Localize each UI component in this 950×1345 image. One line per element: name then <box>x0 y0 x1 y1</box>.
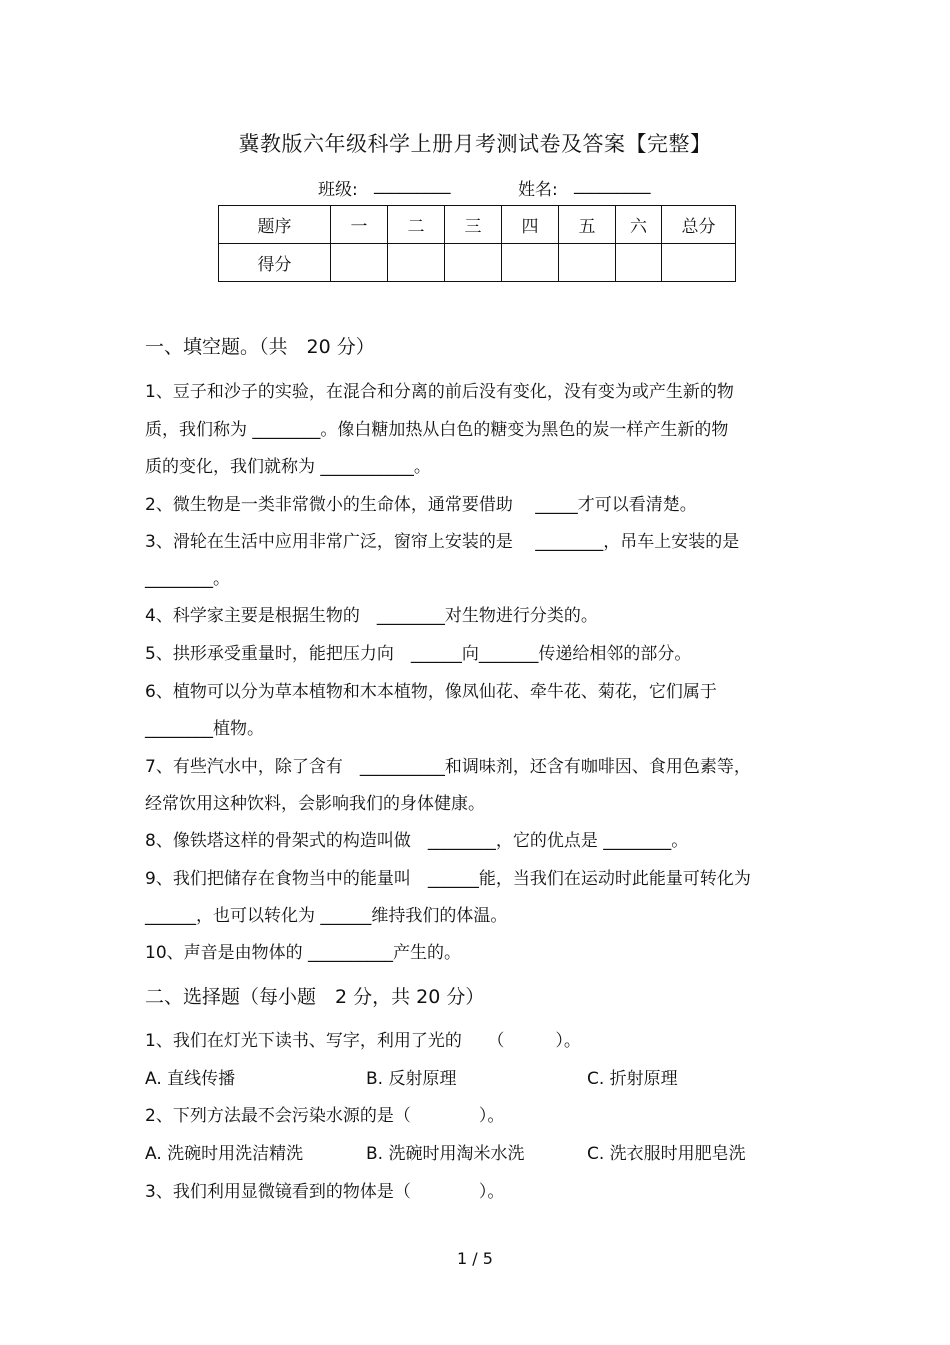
section-heading-multiple-choice: 二、选择题（每小题 2 分，共 20 分） <box>145 986 485 1008</box>
question-line: ________植物。 <box>145 719 264 739</box>
score-table-score-row <box>219 244 736 282</box>
score-cell <box>445 244 502 282</box>
question-line: ______，也可以转化为 ______维持我们的体温。 <box>145 906 508 926</box>
score-cell <box>331 244 388 282</box>
score-table-header: 五 <box>559 206 616 244</box>
question-line: 1、豆子和沙子的实验，在混合和分离的前后没有变化，没有变为或产生新的物 <box>145 382 734 402</box>
score-table-header: 三 <box>445 206 502 244</box>
name-label: 姓名: <box>518 180 558 200</box>
question-line: 8、像铁塔这样的骨架式的构造叫做 ________，它的优点是 ________。 <box>145 831 689 851</box>
choice-option-b: B. 洗碗时用淘米水洗 <box>366 1144 525 1164</box>
score-table-header: 六 <box>616 206 662 244</box>
question-line: 3、滑轮在生活中应用非常广泛，窗帘上安装的是 ________，吊车上安装的是 <box>145 532 740 552</box>
question-line: 9、我们把储存在食物当中的能量叫 ______能，当我们在运动时此能量可转化为 <box>145 869 751 889</box>
score-cell <box>502 244 559 282</box>
question-line: 质，我们称为 ________。像白糖加热从白色的糖变为黑色的炭一样产生新的物 <box>145 420 729 440</box>
score-cell <box>559 244 616 282</box>
score-table-header-row <box>219 206 736 244</box>
score-table <box>218 205 736 282</box>
question-line: 2、微生物是一类非常微小的生命体，通常要借助 _____才可以看清楚。 <box>145 495 697 515</box>
score-row-label: 得分 <box>219 244 331 282</box>
choice-option-a: A. 直线传播 <box>145 1069 236 1089</box>
question-line: 6、植物可以分为草本植物和木本植物，像凤仙花、牵牛花、菊花，它们属于 <box>145 682 717 702</box>
choice-question-stem: 3、我们利用显微镜看到的物体是（ ）。 <box>145 1182 505 1202</box>
score-table-header: 四 <box>502 206 559 244</box>
document-title: 冀教版六年级科学上册月考测试卷及答案【完整】 <box>238 132 712 156</box>
choice-question-stem: 2、下列方法最不会污染水源的是（ ）。 <box>145 1106 505 1126</box>
question-line: 4、科学家主要是根据生物的 ________对生物进行分类的。 <box>145 606 598 626</box>
choice-option-a: A. 洗碗时用洗洁精洗 <box>145 1144 304 1164</box>
score-cell <box>388 244 445 282</box>
question-line: 质的变化，我们就称为 ___________。 <box>145 457 431 477</box>
page-number: 1 / 5 <box>457 1249 493 1268</box>
question-line: 7、有些汽水中，除了含有 __________和调味剂，还含有咖啡因、食用色素等， <box>145 757 751 777</box>
question-line: 5、拱形承受重量时，能把压力向 ______向_______传递给相邻的部分。 <box>145 644 692 664</box>
choice-option-c: C. 洗衣服时用肥皂洗 <box>587 1144 746 1164</box>
question-line: ________。 <box>145 569 230 589</box>
class-label: 班级: <box>318 180 358 200</box>
score-cell <box>662 244 736 282</box>
score-table-header: 题序 <box>219 206 331 244</box>
score-cell <box>616 244 662 282</box>
section-heading-fill-in: 一、填空题。（共 20 分） <box>145 336 375 358</box>
choice-question-stem: 1、我们在灯光下读书、写字，利用了光的 （ ）。 <box>145 1031 581 1051</box>
score-table-header: 一 <box>331 206 388 244</box>
score-table-header: 总分 <box>662 206 736 244</box>
choice-option-b: B. 反射原理 <box>366 1069 457 1089</box>
choice-option-c: C. 折射原理 <box>587 1069 678 1089</box>
score-table-header: 二 <box>388 206 445 244</box>
question-line: 10、声音是由物体的 __________产生的。 <box>145 943 462 963</box>
name-blank: _________ <box>574 175 651 195</box>
class-blank: _________ <box>374 175 451 195</box>
question-line: 经常饮用这种饮料，会影响我们的身体健康。 <box>145 794 485 814</box>
